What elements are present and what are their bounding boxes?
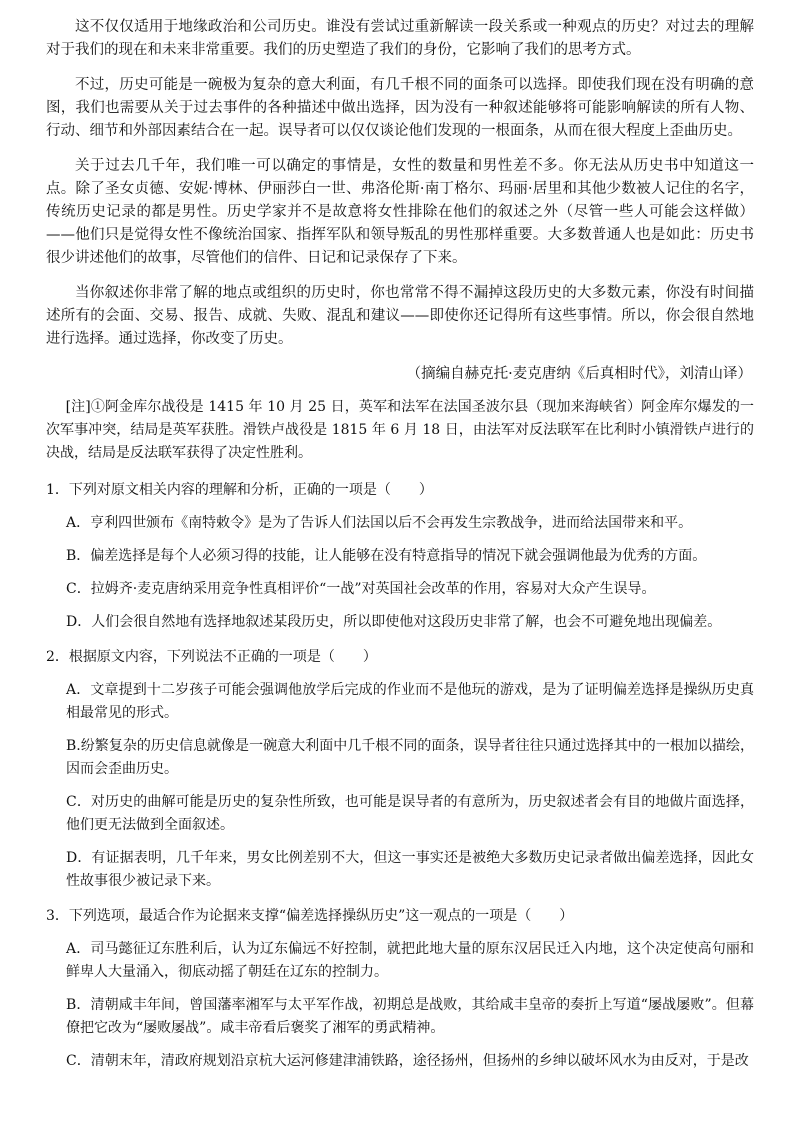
option-a[interactable]: A．文章提到十二岁孩子可能会强调他放学后完成的作业而不是他玩的游戏，是为了证明偏差选择是操纵历史真相最常见的形式。 — [66, 682, 754, 721]
option-b[interactable]: B．偏差选择是每个人必须习得的技能，让人能够在没有特意指导的情况下就会强调他最为优秀的方面。 — [66, 548, 707, 564]
question-1 — [46, 479, 754, 634]
footnote: [注]①阿金库尔战役是 1415 年 10 月 25 日，英军和法军在法国圣波尔县（现加来海峡省）阿金库尔爆发的一次军事冲突，结局是英军获胜。滑铁卢战役是 1815 年 6 月 18 日，由法军对反法联军在比利时小镇滑铁卢进行的决战，结局是反法联军获得了决定性胜利。 — [46, 399, 754, 461]
question-2 — [46, 646, 754, 893]
source-attribution: （摘编自赫克托·麦克唐纳《后真相时代》，刘清山译） — [406, 366, 752, 382]
option-a[interactable]: A．亨利四世颁布《南特敕令》是为了告诉人们法国以后不会再发生宗教战争，进而给法国带来和平。 — [66, 515, 693, 531]
option-a[interactable]: A．司马懿征辽东胜利后，认为辽东偏远不好控制，就把此地大量的原东汉居民迁入内地，这个决定使高句丽和鲜卑人大量涌入，彻底动摇了朝廷在辽东的控制力。 — [66, 941, 754, 980]
option-d[interactable]: D．有证据表明，几千年来，男女比例差别不大，但这一事实还是被绝大多数历史记录者做出偏差选择，因此女性故事很少被记录下来。 — [66, 850, 754, 889]
questions-section — [46, 479, 754, 1073]
question-stem: 3．下列选项，最适合作为论据来支撑“偏差选择操纵历史”这一观点的一项是（ ） — [46, 908, 574, 924]
reading-passage — [46, 16, 754, 465]
option-c[interactable]: C．清朝末年，清政府规划沿京杭大运河修建津浦铁路，途径扬州，但扬州的乡绅以破坏风水为由反对，于是改 — [66, 1053, 749, 1069]
question-stem: 2．根据原文内容，下列说法不正确的一项是（ ） — [46, 649, 377, 665]
question-stem: 1．下列对原文相关内容的理解和分析，正确的一项是（ ） — [46, 482, 433, 498]
option-b[interactable]: B.纷繁复杂的历史信息就像是一碗意大利面中几千根不同的面条，误导者往往只通过选择其中的一根加以描绘，因而会歪曲历史。 — [66, 738, 754, 777]
passage-paragraph-2: 不过，历史可能是一碗极为复杂的意大利面，有几千根不同的面条可以选择。即使我们现在没有明确的意图，我们也需要从关于过去事件的各种描述中做出选择，因为没有一种叙述能够将可能影响解读的所有人物、行动、细节和外部因素结合在一起。误导者可以仅仅谈论他们发现的一根面条，从而在很大程度上歪曲历史。 — [46, 77, 754, 139]
question-3 — [46, 905, 754, 1073]
passage-paragraph-4: 当你叙述你非常了解的地点或组织的历史时，你也常常不得不漏掉这段历史的大多数元素，你没有时间描述所有的会面、交易、报告、成就、失败、混乱和建议——即使你还记得所有这些事情。所以，你会很自然地进行选择。通过选择，你改变了历史。 — [46, 285, 754, 347]
option-d[interactable]: D．人们会很自然地有选择地叙述某段历史，所以即使他对这段历史非常了解，也会不可避免地出现偏差。 — [66, 614, 722, 630]
passage-paragraph-1: 这不仅仅适用于地缘政治和公司历史。谁没有尝试过重新解读一段关系或一种观点的历史？对过去的理解对于我们的现在和未来非常重要。我们的历史塑造了我们的身份，它影响了我们的思考方式。 — [46, 19, 754, 58]
option-c[interactable]: C．对历史的曲解可能是历史的复杂性所致，也可能是误导者的有意所为，历史叙述者会有目的地做片面选择，他们更无法做到全面叙述。 — [66, 794, 754, 833]
option-b[interactable]: B．清朝咸丰年间，曾国藩率湘军与太平军作战，初期总是战败，其给咸丰皇帝的奏折上写道“屡战屡败”。但幕僚把它改为“屡败屡战”。咸丰帝看后褒奖了湘军的勇武精神。 — [66, 997, 754, 1036]
option-c[interactable]: C．拉姆齐·麦克唐纳采用竞争性真相评价“一战”对英国社会改革的作用，容易对大众产生误导。 — [66, 581, 656, 597]
passage-paragraph-3: 关于过去几千年，我们唯一可以确定的事情是，女性的数量和男性差不多。你无法从历史书中知道这一点。除了圣女贞德、安妮·博林、伊丽莎白一世、弗洛伦斯·南丁格尔、玛丽·居里和其他少数被人记住的名字，传统历史记录的都是男性。历史学家并不是故意将女性排除在他们的叙述之外（尽管一些人可能会这样做）——他们只是觉得女性不像统治国家、指挥军队和领导叛乱的男性那样重要。大多数普通人也是如此：历史书很少讲述他们的故事，尽管他们的信件、日记和记录保存了下来。 — [46, 158, 754, 266]
